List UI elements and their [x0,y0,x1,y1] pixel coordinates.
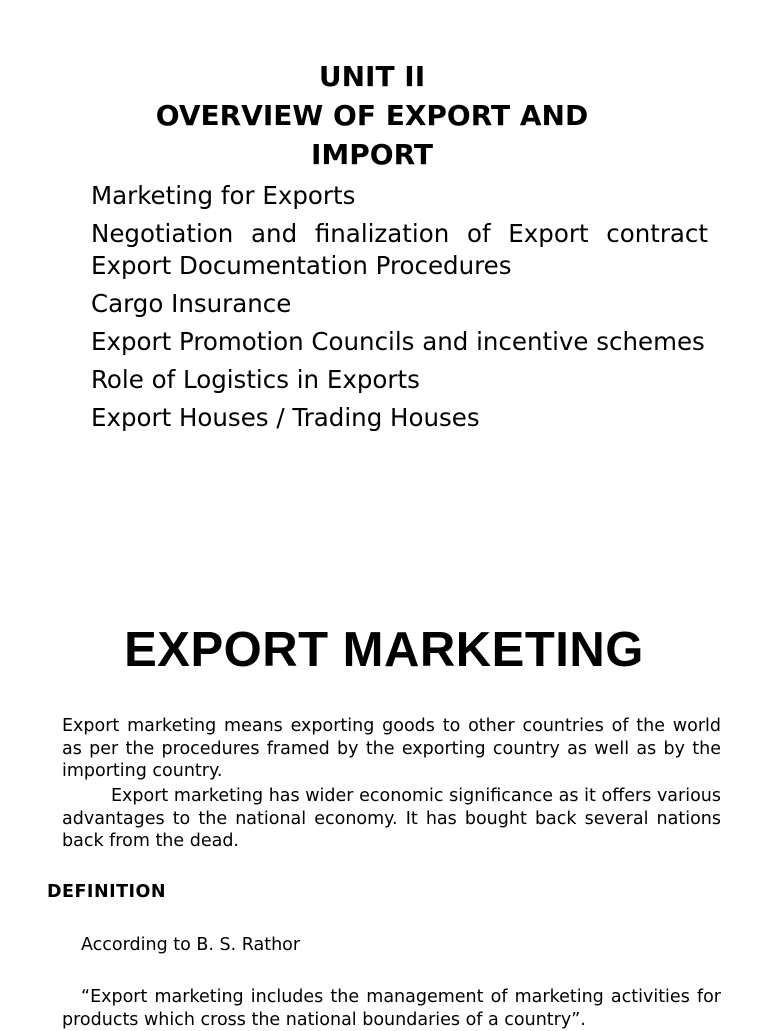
topic-item: Role of Logistics in Exports [91,365,420,394]
topic-item: Marketing for Exports [91,181,356,210]
topic-item: Negotiation and finalization of Export contract Export Documentation Procedures [91,219,708,280]
topic-item: Cargo Insurance [91,289,292,318]
section-title: EXPORT MARKETING [124,623,644,677]
definition-attribution: According to B. S. Rathor [81,935,301,955]
unit-title-line-2: IMPORT [310,138,433,171]
topic-item: Export Promotion Councils and incentive schemes [91,327,705,356]
topic-list [91,180,708,440]
definition-quote: “Export marketing includes the management of marketing activities for products which cross the national boundaries of a country”. [62,987,721,1030]
unit-number: UNIT II [318,60,426,93]
unit-heading [0,57,744,174]
topic-item: Export Houses / Trading Houses [91,403,480,432]
significance-paragraph: Export marketing has wider economic significance as it offers various advantages to the national economy. It has bought back several nations back from the dead. [62,786,721,851]
unit-title-line-1: OVERVIEW OF EXPORT AND [155,99,589,132]
definition-heading: DEFINITION [47,882,167,902]
intro-paragraph: Export marketing means exporting goods to other countries of the world as per the procedures framed by the exporting country as well as by the importing country. [62,716,721,781]
